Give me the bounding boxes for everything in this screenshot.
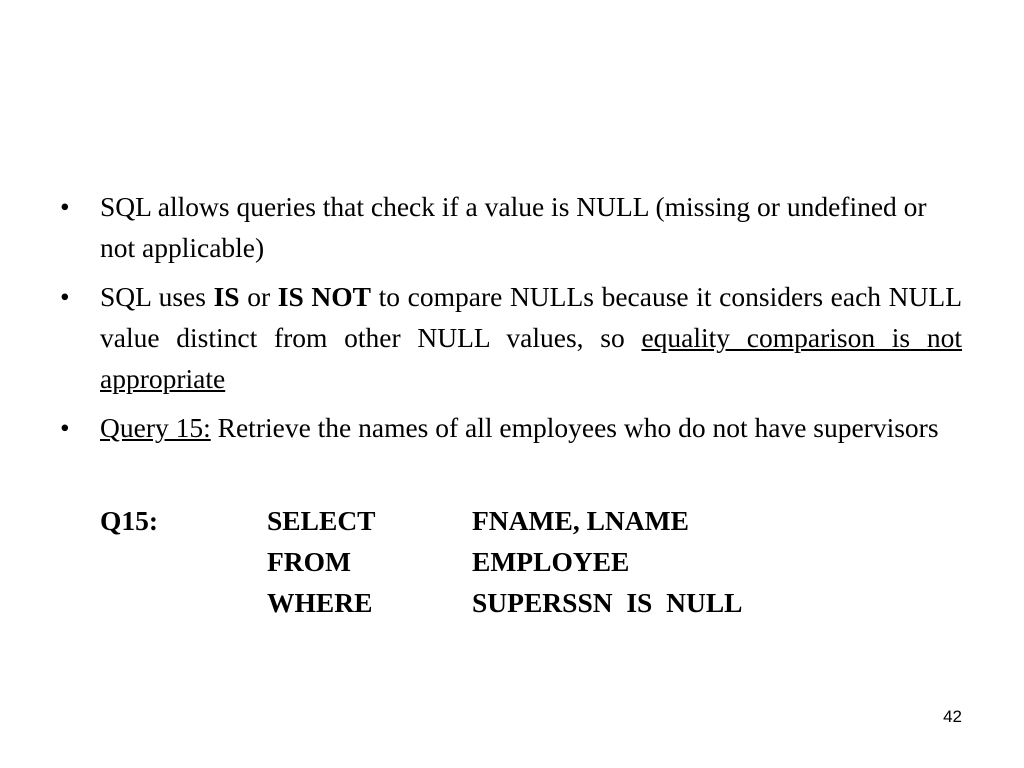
query-clause: WHERE bbox=[267, 587, 373, 618]
keyword-is-not: IS NOT bbox=[277, 281, 371, 312]
sql-query-block bbox=[100, 500, 743, 623]
query-label bbox=[100, 541, 267, 582]
bullet-text-part: SQL uses bbox=[100, 281, 214, 312]
query-clause: FROM bbox=[267, 546, 352, 577]
query-value: SUPERSSN IS NULL bbox=[472, 587, 743, 618]
query-row bbox=[100, 541, 743, 582]
bullet-item-is-not bbox=[60, 276, 962, 399]
bullet-marker: • bbox=[60, 191, 70, 222]
bullet-text: Retrieve the names of all employees who do not have supervisors bbox=[210, 412, 939, 443]
bullet-marker: • bbox=[60, 412, 70, 443]
bullet-marker: • bbox=[60, 281, 70, 312]
page-number: 42 bbox=[943, 707, 962, 726]
query-value: EMPLOYEE bbox=[472, 546, 630, 577]
query-label: Query 15: bbox=[100, 412, 211, 443]
query-clause: SELECT bbox=[267, 505, 376, 536]
bullet-list bbox=[60, 186, 962, 456]
keyword-is: IS bbox=[213, 281, 240, 312]
query-value: FNAME, LNAME bbox=[472, 505, 689, 536]
query-row bbox=[100, 500, 743, 541]
bullet-item-query-15 bbox=[60, 407, 962, 448]
bullet-text: SQL allows queries that check if a value is NULL (missing or undefined or not applicable) bbox=[100, 191, 927, 263]
underlined-phrase: equality comparison is not appropriate bbox=[100, 322, 963, 394]
query-label bbox=[100, 582, 267, 623]
query-label: Q15: bbox=[100, 505, 159, 536]
bullet-item-null-check bbox=[60, 186, 962, 268]
bullet-text-part: or bbox=[239, 281, 278, 312]
query-row bbox=[100, 582, 743, 623]
bullet-text-part: to compare NULLs because it considers each NULL value distinct from other NULL values, so bbox=[100, 281, 962, 353]
